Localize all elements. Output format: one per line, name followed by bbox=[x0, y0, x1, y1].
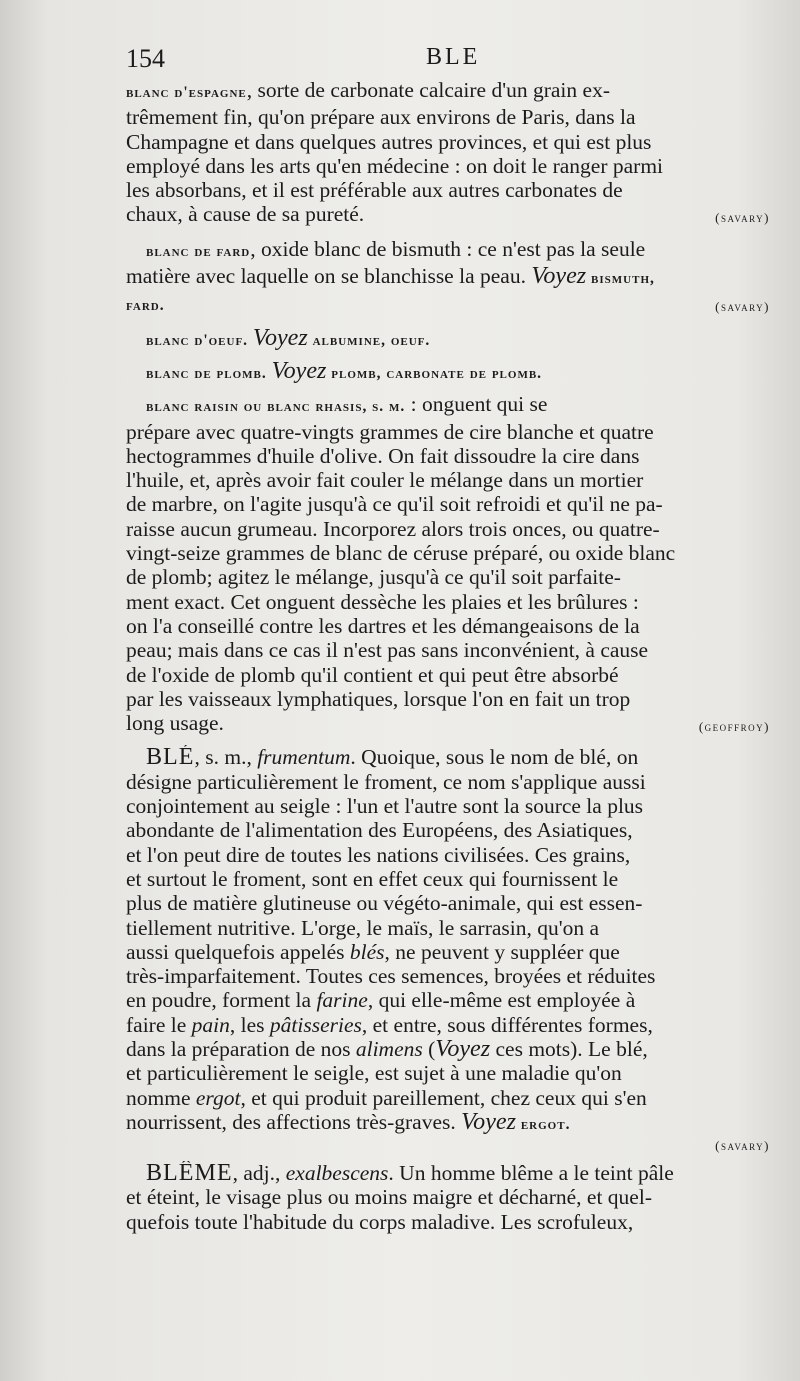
entry-text: , oxide blanc de bismuth : ce n'est pas la seule bbox=[250, 236, 646, 261]
entry-ble bbox=[126, 745, 784, 1155]
italic-term: ergot bbox=[195, 1085, 241, 1110]
entry-line bbox=[126, 326, 784, 353]
entry-line bbox=[126, 264, 784, 291]
entry-line bbox=[126, 78, 784, 105]
entry-line: trêmement fin, qu'on prépare aux environs de Paris, dans la bbox=[126, 105, 636, 130]
entry-line: prépare avec quatre-vingts grammes de cire blanche et quatre bbox=[126, 419, 654, 444]
voyez-reference: Voyez bbox=[531, 264, 587, 290]
entry-line bbox=[126, 291, 784, 319]
entry-text: matière avec laquelle on se blanchisse la peau. bbox=[126, 264, 532, 289]
entry-line: Champagne et dans quelques autres provinces, et qui est plus bbox=[126, 129, 652, 154]
latin-term: frumentum bbox=[257, 745, 351, 770]
entry-line: désigne particulièrement le froment, ce nom s'applique aussi bbox=[126, 769, 646, 794]
author-attribution: (savary) bbox=[715, 299, 770, 315]
entry-line bbox=[126, 1110, 784, 1137]
entry-text: , adj., bbox=[232, 1161, 286, 1186]
entry-line: très-imparfaitement. Toutes ces semences, broyées et réduites bbox=[126, 964, 656, 989]
entry-blanc-d-oeuf bbox=[126, 326, 784, 353]
entry-text: , et entre, sous différentes formes, bbox=[361, 1012, 653, 1037]
entry-text: aussi quelquefois appelés bbox=[126, 939, 350, 964]
latin-term: exalbescens bbox=[285, 1161, 389, 1186]
entry-blanc-raisin bbox=[126, 392, 784, 739]
entry-text: : onguent qui se bbox=[405, 392, 548, 417]
entry-line: on l'a conseillé contre les dartres et les démangeaisons de la bbox=[126, 613, 640, 638]
italic-term: farine bbox=[316, 988, 368, 1013]
entry-blanc-d-espagne bbox=[126, 78, 784, 231]
entry-text: ces mots). Le blé, bbox=[490, 1036, 648, 1061]
entry-line: et l'on peut dire de toutes les nations civilisées. Ces grains, bbox=[126, 842, 631, 867]
entry-line bbox=[126, 237, 784, 264]
entry-line: employé dans les arts qu'en médecine : on doit le ranger parmi bbox=[126, 153, 664, 178]
italic-term: pain bbox=[191, 1012, 230, 1037]
entry-line bbox=[126, 988, 784, 1012]
entry-text: , s. m., bbox=[194, 745, 258, 770]
entry-text: ( bbox=[422, 1036, 436, 1061]
entry-blanc-de-plomb bbox=[126, 359, 784, 386]
headword: blanc de plomb. bbox=[146, 364, 272, 382]
author-attribution: (savary) bbox=[715, 210, 770, 226]
entry-line: quefois toute l'habitude du corps maladive. Les scrofuleux, bbox=[126, 1209, 634, 1234]
entry-text: dans la préparation de nos bbox=[126, 1036, 356, 1061]
entry-line bbox=[126, 1013, 784, 1037]
entry-text: . Un homme blême a le teint pâle bbox=[388, 1161, 674, 1186]
entry-line: de marbre, on l'agite jusqu'à ce qu'il soit refroidi et qu'il ne pa- bbox=[126, 492, 663, 517]
entry-text: chaux, à cause de sa pureté. bbox=[126, 202, 365, 227]
entry-line: tiellement nutritive. L'orge, le maïs, le sarrasin, qu'on a bbox=[126, 915, 600, 940]
voyez-reference: Voyez bbox=[435, 1036, 491, 1062]
entry-line bbox=[126, 1037, 784, 1061]
entry-line bbox=[126, 940, 784, 964]
italic-term: alimens bbox=[355, 1036, 423, 1061]
entry-line bbox=[126, 711, 784, 739]
entry-line: vingt-seize grammes de blanc de céruse préparé, ou oxide blanc bbox=[126, 541, 676, 566]
author-attribution: (savary) bbox=[715, 1138, 770, 1154]
entry-text: , les bbox=[229, 1012, 270, 1037]
headword: blanc d'espagne bbox=[126, 84, 247, 101]
entry-line: raisse aucun grumeau. Incorporez alors trois onces, ou quatre- bbox=[126, 516, 660, 541]
entry-line bbox=[126, 359, 784, 386]
entry-text: , ne peuvent y suppléer que bbox=[384, 939, 620, 964]
cross-reference: albumine, oeuf. bbox=[307, 331, 431, 349]
entry-line bbox=[126, 745, 784, 769]
headword: BLÉ bbox=[146, 745, 195, 770]
cross-reference: bismuth, bbox=[586, 270, 655, 288]
entry-line bbox=[126, 1161, 784, 1185]
entry-text: faire le bbox=[126, 1012, 192, 1037]
entry-line: l'huile, et, après avoir fait couler le mélange dans un mortier bbox=[126, 468, 644, 493]
voyez-reference: Voyez bbox=[461, 1109, 516, 1135]
entry-line: de l'oxide de plomb qu'il contient et qui peut être absorbé bbox=[126, 662, 619, 687]
entry-line: par les vaisseaux lymphatiques, lorsque l'on en fait un trop bbox=[126, 686, 631, 711]
entry-text: . Quoique, sous le nom de blé, on bbox=[350, 745, 639, 770]
headword: blanc d'oeuf. bbox=[146, 331, 253, 349]
page-body bbox=[126, 78, 784, 1240]
voyez-reference: Voyez bbox=[271, 358, 327, 384]
entry-text: long usage. bbox=[126, 711, 224, 736]
headword: blanc de fard bbox=[146, 242, 251, 260]
voyez-reference: Voyez bbox=[252, 325, 308, 351]
cross-reference: plomb, carbonate de plomb. bbox=[326, 364, 543, 382]
page-header bbox=[126, 44, 784, 78]
entry-text: , qui elle-même est employée à bbox=[367, 988, 636, 1013]
entry-line: et éteint, le visage plus ou moins maigre et décharné, et quel- bbox=[126, 1185, 652, 1210]
italic-term: pâtisseries bbox=[269, 1012, 362, 1037]
entry-line bbox=[126, 202, 784, 230]
entry-text: , et qui produit pareillement, chez ceux qui s'en bbox=[240, 1085, 647, 1110]
entry-line: plus de matière glutineuse ou végéto-animale, qui est essen- bbox=[126, 891, 643, 916]
entry-line: et particulièrement le seigle, est sujet à une maladie qu'on bbox=[126, 1061, 622, 1086]
running-head: BLE bbox=[426, 44, 481, 70]
entry-line bbox=[126, 392, 784, 419]
cross-reference: ergot. bbox=[515, 1115, 571, 1133]
entry-line: peau; mais dans ce cas il n'est pas sans inconvénient, à cause bbox=[126, 638, 649, 663]
page-number: 154 bbox=[126, 44, 165, 73]
author-attribution: (geoffroy) bbox=[698, 719, 770, 735]
entry-text: nourrissent, des affections très-graves. bbox=[126, 1109, 462, 1134]
headword: blanc raisin ou blanc rhasis, s. m. bbox=[146, 398, 406, 416]
entry-line bbox=[126, 1086, 784, 1110]
entry-line: de plomb; agitez le mélange, jusqu'à ce qu'il soit parfaite- bbox=[126, 565, 621, 590]
italic-term: blés bbox=[349, 939, 385, 964]
entry-text: , sorte de carbonate calcaire d'un grain ex- bbox=[246, 78, 610, 102]
entry-line: ment exact. Cet onguent dessèche les plaies et les brûlures : bbox=[126, 589, 639, 614]
headword: BLÊME bbox=[146, 1161, 233, 1186]
entry-text: nomme bbox=[126, 1085, 196, 1110]
cross-reference: fard. bbox=[126, 297, 165, 315]
entry-blanc-de-fard bbox=[126, 237, 784, 320]
entry-text: en poudre, forment la bbox=[126, 988, 317, 1013]
entry-line: hectogrammes d'huile d'olive. On fait dissoudre la cire dans bbox=[126, 443, 640, 468]
entry-line: conjointement au seigle : l'un et l'autre sont la source la plus bbox=[126, 794, 644, 819]
entry-line: abondante de l'alimentation des Européens, des Asiatiques, bbox=[126, 818, 633, 843]
entry-bleme bbox=[126, 1161, 784, 1234]
entry-line: et surtout le froment, sont en effet ceux qui fournissent le bbox=[126, 866, 619, 891]
entry-line: les absorbans, et il est préférable aux autres carbonates de bbox=[126, 178, 623, 203]
